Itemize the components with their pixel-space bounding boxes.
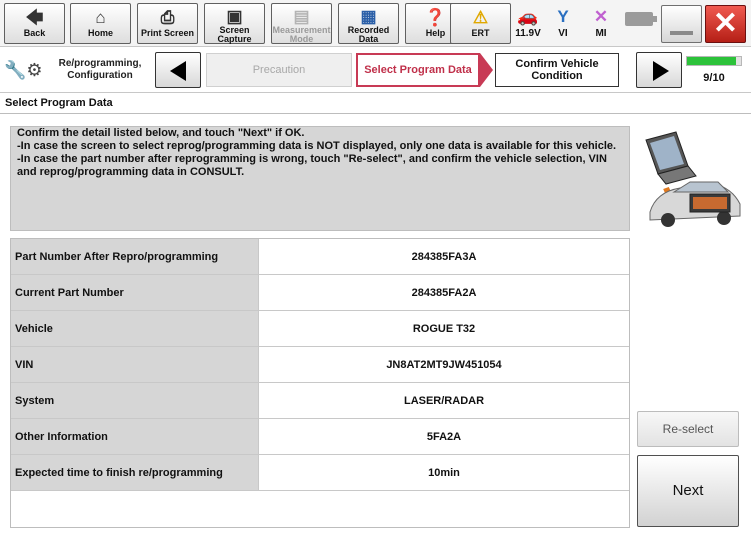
row-label: Current Part Number [11, 275, 259, 310]
close-icon: ✕ [712, 7, 739, 40]
row-label: Part Number After Repro/programming [11, 239, 259, 274]
program-data-table [10, 238, 630, 528]
back-button[interactable]: 🡄 Back [4, 3, 65, 44]
laptop-car-connection-icon [636, 126, 744, 230]
row-label: Vehicle [11, 311, 259, 346]
instruction-line: -In case the part number after reprogramming is wrong, touch "Re-select", and confirm the vehicle selection, VIN and reprog/programming data in CONSULT. [17, 153, 607, 178]
minimize-button[interactable] [661, 5, 702, 43]
table-row [11, 419, 629, 455]
top-toolbar [0, 0, 751, 47]
next-step-button[interactable] [636, 52, 682, 88]
row-value: 284385FA3A [259, 239, 629, 274]
printer-icon: ⎙ [160, 8, 175, 27]
triangle-left-icon [170, 61, 186, 81]
camera-icon: ▣ [226, 7, 243, 26]
step-progress-text: 9/10 [703, 72, 725, 84]
page-title: Select Program Data [5, 97, 113, 109]
home-button[interactable]: ⌂ Home [70, 3, 131, 44]
recorded-data-button[interactable]: ▦ Recorded Data [338, 3, 399, 44]
table-row [11, 455, 629, 491]
instruction-line: -In case the screen to select reprog/programming data is NOT displayed, only one data is available for this vehicle. [17, 140, 617, 152]
battery-icon [625, 12, 653, 26]
recorded-data-icon: ▦ [360, 7, 377, 26]
row-label: Other Information [11, 419, 259, 454]
warning-icon: ⚠ [472, 8, 489, 27]
battery-voltage-status: 🚗 11.9V [510, 6, 546, 39]
reprogramming-mode-icon: 🔧⚙ [4, 60, 43, 80]
reselect-button[interactable]: Re-select [637, 411, 739, 447]
measurement-mode-button[interactable]: ▤ Measurement Mode [271, 3, 332, 44]
mode-label: Re/programming, Configuration [58, 58, 142, 81]
vi-connection-icon: Y [557, 7, 569, 26]
row-label: System [11, 383, 259, 418]
row-value: 284385FA2A [259, 275, 629, 310]
previous-step-button[interactable] [155, 52, 201, 88]
instructions-panel [10, 126, 630, 231]
screen-capture-button[interactable]: ▣ Screen Capture [204, 3, 265, 44]
next-button[interactable]: Next [637, 455, 739, 527]
row-value: LASER/RADAR [259, 383, 629, 418]
instruction-line: Confirm the detail listed below, and touch "Next" if OK. [17, 127, 305, 139]
title-divider [0, 113, 751, 114]
row-label: Expected time to finish re/programming [11, 455, 259, 490]
vi-status: Y VI [549, 6, 577, 39]
home-icon: ⌂ [95, 8, 106, 27]
step-confirm-vehicle-condition: Confirm Vehicle Condition [495, 53, 619, 87]
car-icon: 🚗 [517, 7, 539, 26]
print-screen-button[interactable]: ⎙ Print Screen [137, 3, 198, 44]
step-bar [0, 48, 751, 93]
step-select-program-data: Select Program Data [356, 53, 480, 87]
table-row [11, 383, 629, 419]
mi-status: ✕ MI [587, 6, 615, 39]
measurement-icon: ▤ [293, 7, 310, 26]
table-row [11, 347, 629, 383]
current-step-arrow [480, 53, 493, 87]
table-row [11, 311, 629, 347]
step-progress-bar [686, 56, 742, 66]
row-value: ROGUE T32 [259, 311, 629, 346]
close-button[interactable] [705, 5, 746, 43]
step-precaution: Precaution [206, 53, 352, 87]
row-value: JN8AT2MT9JW451054 [259, 347, 629, 382]
table-row [11, 239, 629, 275]
row-value: 10min [259, 455, 629, 490]
mi-disconnected-icon: ✕ [593, 7, 609, 26]
row-value: 5FA2A [259, 419, 629, 454]
step-progress-fill [687, 57, 736, 65]
table-row [11, 275, 629, 311]
help-button[interactable]: ❓ Help [405, 3, 466, 44]
ert-button[interactable]: ⚠ ERT [450, 3, 511, 44]
left-arrow-icon: 🡄 [25, 8, 44, 27]
row-label: VIN [11, 347, 259, 382]
help-icon: ❓ [424, 8, 447, 27]
triangle-right-icon [653, 61, 669, 81]
